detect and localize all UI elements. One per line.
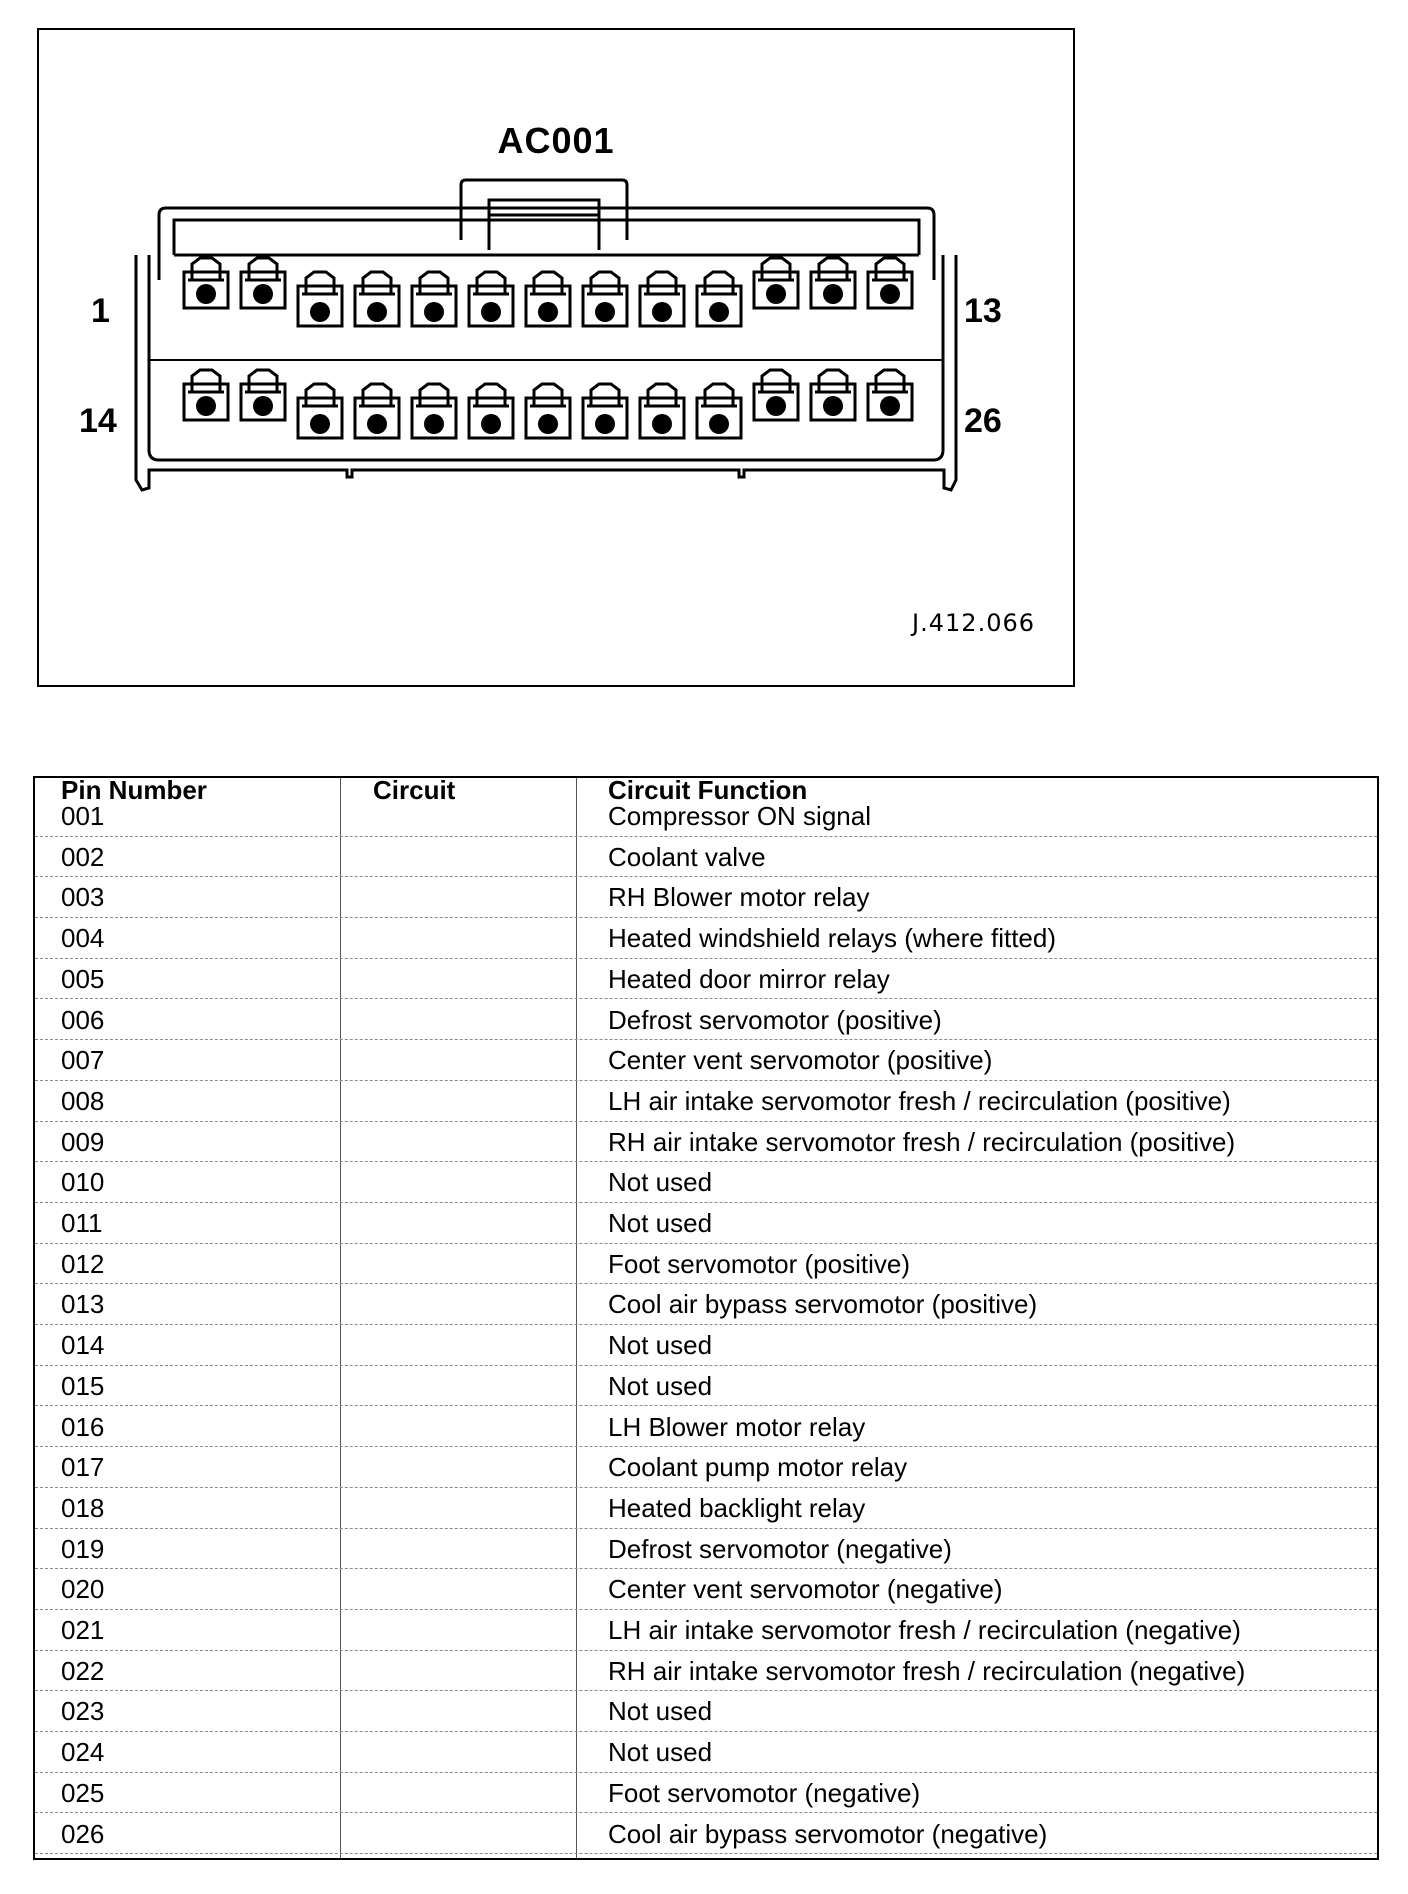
pin-number-cell: 003 [61, 882, 105, 913]
pin-cavity [184, 258, 228, 308]
circuit-function-cell: Not used [608, 1167, 713, 1198]
pin-cavity [811, 258, 855, 308]
circuit-function-cell: Compressor ON signal [608, 801, 871, 831]
pin-cavity [298, 272, 342, 326]
pin-number-cell: 002 [61, 841, 105, 872]
circuit-function-cell: Center vent servomotor (positive) [608, 1045, 993, 1076]
table-row [35, 1203, 1377, 1244]
table-row [35, 1162, 1377, 1203]
connector-name: AC001 [497, 120, 615, 161]
table-row [35, 1447, 1377, 1488]
pin-cavity [526, 384, 570, 438]
header-circuit: Circuit [373, 775, 456, 805]
circuit-function-cell: Not used [608, 1696, 713, 1727]
circuit-function-cell: Not used [608, 1208, 713, 1238]
pin-cavity [811, 370, 855, 420]
table-row [35, 959, 1377, 1000]
pin-cavity [868, 258, 912, 308]
pin-cavity [241, 370, 285, 420]
circuit-function-cell: Foot servomotor (positive) [608, 1248, 910, 1279]
circuit-function-cell: Not used [608, 1330, 713, 1361]
circuit-function-cell: LH air intake servomotor fresh / recirculation (negative) [608, 1615, 1241, 1645]
table-row [35, 1325, 1377, 1366]
circuit-function-cell: Not used [608, 1370, 713, 1401]
table-row [35, 1651, 1377, 1692]
pin-number-cell: 014 [61, 1330, 105, 1361]
pin-cavity [355, 272, 399, 326]
pin-cavity [469, 272, 513, 326]
connector-diagram [37, 28, 1075, 687]
circuit-function-cell: LH Blower motor relay [608, 1411, 866, 1442]
table-row [35, 1244, 1377, 1285]
pin-number-cell: 025 [61, 1777, 105, 1808]
pin-cavity [355, 384, 399, 438]
pin-number-cell: 006 [61, 1004, 105, 1035]
circuit-function-cell: Heated door mirror relay [608, 963, 890, 994]
pin-cavity [526, 272, 570, 326]
pin-table [33, 776, 1379, 1860]
pin-number-cell: 026 [61, 1818, 105, 1849]
pin-number-cell: 021 [61, 1615, 105, 1645]
pin-number-cell: 010 [61, 1167, 105, 1198]
pin-number-cell: 005 [61, 963, 105, 994]
pin-number-cell: 018 [61, 1492, 105, 1523]
table-row [35, 877, 1377, 918]
pin-number-cell: 013 [61, 1289, 105, 1320]
circuit-function-cell: Defrost servomotor (negative) [608, 1533, 952, 1564]
pin-cavity [298, 384, 342, 438]
pin-cavity [469, 384, 513, 438]
pin-number-cell: 011 [61, 1208, 103, 1238]
pin-number-cell: 019 [61, 1533, 105, 1564]
table-row [35, 918, 1377, 959]
table-row [35, 1814, 1377, 1855]
table-row [35, 1691, 1377, 1732]
header-pin-number: Pin Number [61, 775, 207, 805]
circuit-function-cell: Not used [608, 1737, 713, 1768]
pin-label-top-left: 1 [91, 292, 110, 330]
pin-number-cell: 001 [61, 801, 105, 831]
pin-cavities [184, 258, 912, 438]
pin-number-cell: 004 [61, 923, 105, 954]
circuit-function-cell: Coolant valve [608, 841, 766, 872]
table-row [35, 796, 1377, 837]
pin-number-cell: 020 [61, 1574, 105, 1605]
pin-cavity [583, 384, 627, 438]
table-row [35, 1773, 1377, 1814]
pin-cavity [184, 370, 228, 420]
table-row [35, 1732, 1377, 1773]
table-row [35, 1000, 1377, 1041]
circuit-function-cell: Heated windshield relays (where fitted) [608, 923, 1056, 954]
table-row [35, 1081, 1377, 1122]
pin-number-cell: 008 [61, 1085, 105, 1116]
table-row [35, 1610, 1377, 1651]
circuit-function-cell: Heated backlight relay [608, 1492, 866, 1523]
pin-number-cell: 009 [61, 1126, 105, 1157]
circuit-function-cell: RH air intake servomotor fresh / recirculation (negative) [608, 1655, 1246, 1686]
pin-cavity [640, 384, 684, 438]
pin-number-cell: 022 [61, 1655, 105, 1686]
circuit-function-cell: Cool air bypass servomotor (negative) [608, 1818, 1048, 1849]
pin-cavity [412, 384, 456, 438]
pin-number-cell: 007 [61, 1045, 105, 1076]
circuit-function-cell: RH air intake servomotor fresh / recirculation (positive) [608, 1126, 1236, 1157]
circuit-function-cell: Center vent servomotor (negative) [608, 1574, 1003, 1605]
pin-cavity [697, 384, 741, 438]
table-row [35, 1122, 1377, 1163]
pin-label-bottom-left: 14 [79, 402, 117, 440]
table-row [35, 1569, 1377, 1610]
pin-cavity [697, 272, 741, 326]
pin-label-bottom-right: 26 [964, 402, 1002, 440]
pin-cavity [754, 370, 798, 420]
table-row [35, 1284, 1377, 1325]
reference-code: J.412.066 [912, 609, 1035, 637]
table-row [35, 1366, 1377, 1407]
pin-cavity [754, 258, 798, 308]
circuit-function-cell: RH Blower motor relay [608, 882, 870, 913]
pin-cavity [868, 370, 912, 420]
pin-number-cell: 016 [61, 1411, 105, 1442]
pin-number-cell: 015 [61, 1370, 105, 1401]
pin-label-top-right: 13 [964, 292, 1002, 330]
pin-number-cell: 024 [61, 1737, 105, 1768]
pin-cavity [640, 272, 684, 326]
table-row [35, 1488, 1377, 1529]
table-row [35, 837, 1377, 878]
circuit-function-cell: LH air intake servomotor fresh / recirculation (positive) [608, 1085, 1231, 1116]
circuit-function-cell: Defrost servomotor (positive) [608, 1004, 942, 1035]
pin-number-cell: 017 [61, 1452, 105, 1483]
pin-number-cell: 012 [61, 1248, 105, 1279]
circuit-function-cell: Cool air bypass servomotor (positive) [608, 1289, 1038, 1320]
table-row [35, 1407, 1377, 1448]
pin-cavity [241, 258, 285, 308]
header-circuit-function: Circuit Function [608, 775, 808, 805]
pin-number-cell: 023 [61, 1696, 105, 1727]
pin-cavity [583, 272, 627, 326]
table-row [35, 1040, 1377, 1081]
circuit-function-cell: Coolant pump motor relay [608, 1452, 908, 1483]
pin-cavity [412, 272, 456, 326]
circuit-function-cell: Foot servomotor (negative) [608, 1777, 921, 1808]
table-row [35, 1529, 1377, 1570]
